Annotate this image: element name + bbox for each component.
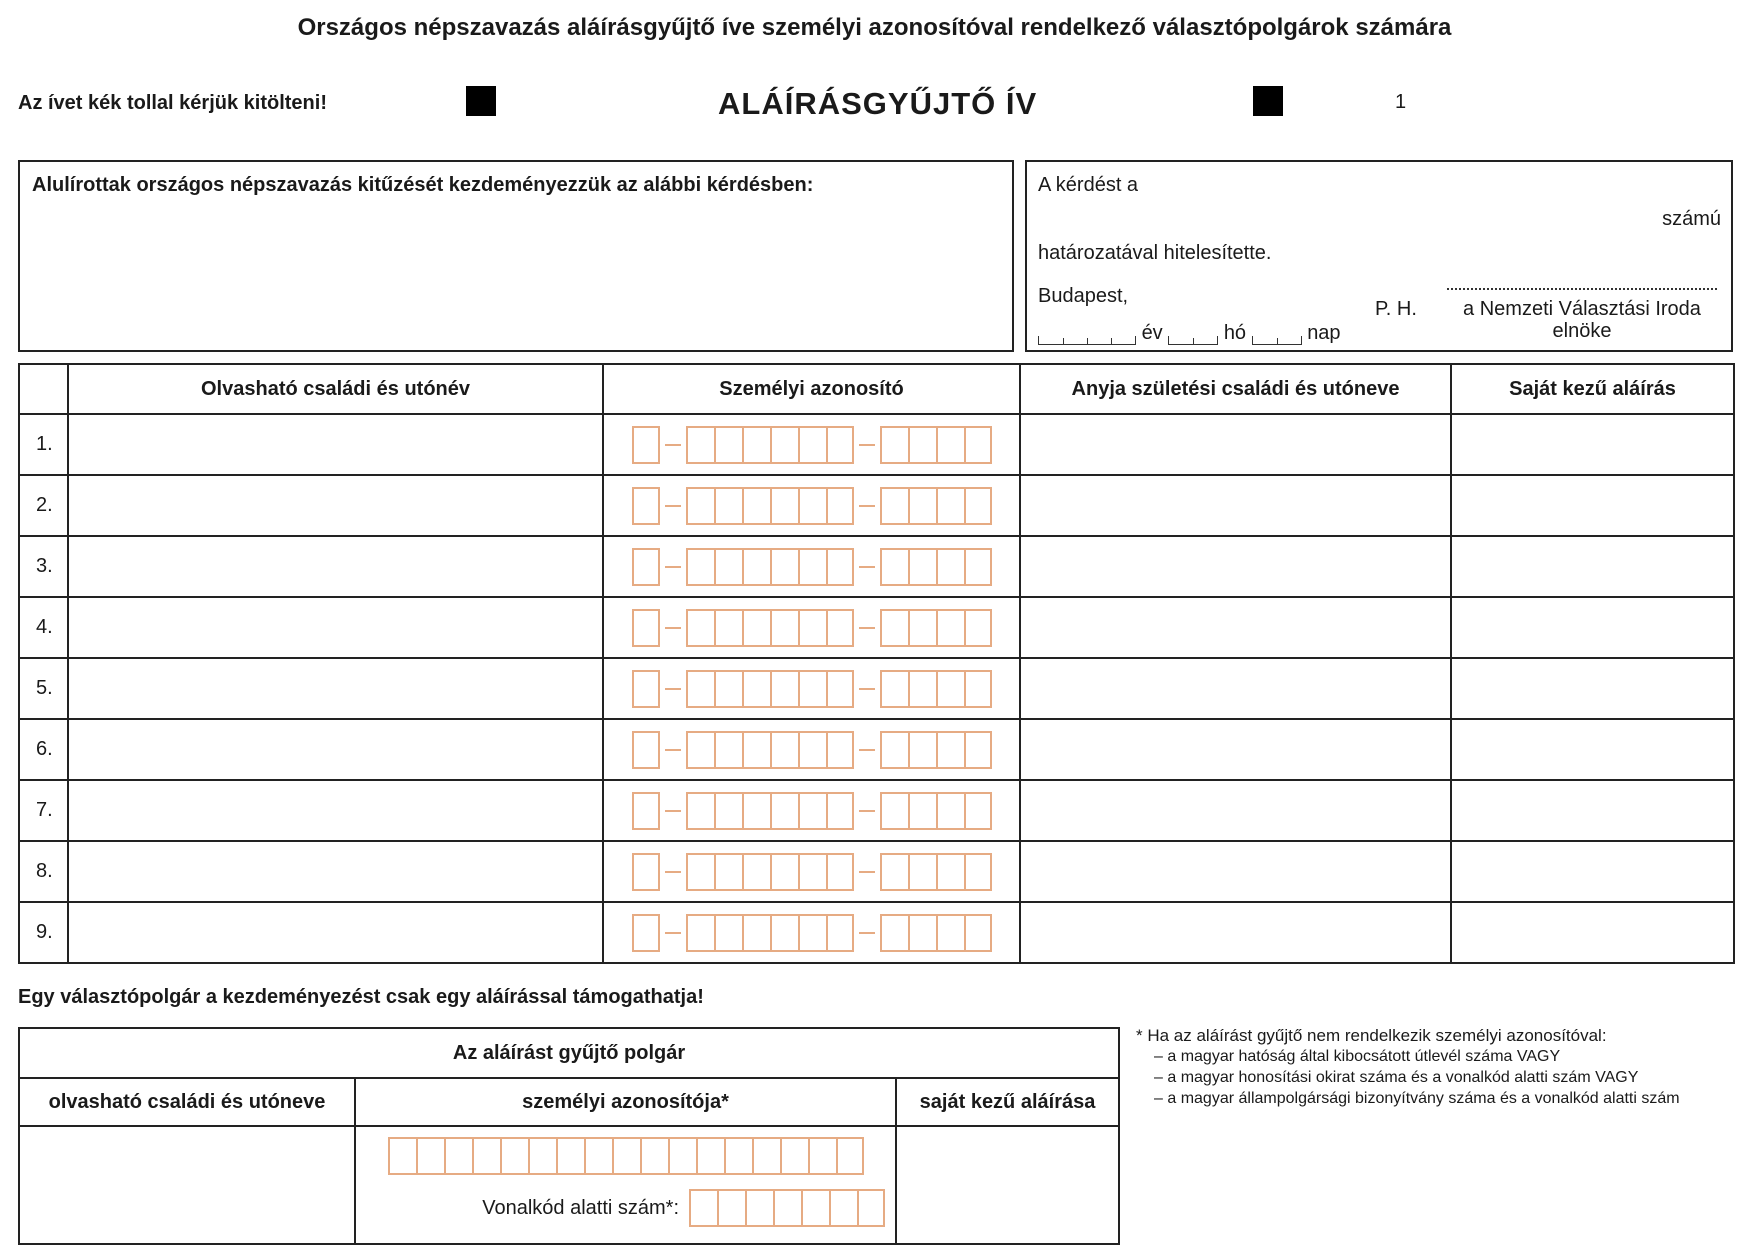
id-digit-box[interactable] <box>686 609 714 647</box>
row-number: 8. <box>19 841 68 902</box>
id-separator <box>859 505 875 507</box>
collector-id-digit-box[interactable] <box>612 1137 640 1175</box>
id-digit-box[interactable] <box>908 731 936 769</box>
id-group-2[interactable] <box>686 792 854 830</box>
collector-id-digit-box[interactable] <box>388 1137 416 1175</box>
id-digit-box[interactable] <box>714 731 742 769</box>
id-group-2[interactable] <box>686 548 854 586</box>
id-digit-box[interactable] <box>826 731 854 769</box>
signature-field[interactable] <box>1451 902 1734 963</box>
id-separator <box>665 627 681 629</box>
name-field[interactable] <box>68 597 603 658</box>
id-digit-box[interactable] <box>964 914 992 952</box>
signature-row <box>19 841 1734 902</box>
name-field[interactable] <box>68 719 603 780</box>
id-group-3[interactable] <box>880 487 992 525</box>
id-group-2[interactable] <box>686 487 854 525</box>
id-separator <box>665 505 681 507</box>
form-main-title: Országos népszavazás aláírásgyűjtő íve személyi azonosítóval rendelkező választópolgárok számára <box>297 14 1452 41</box>
id-digit-box[interactable] <box>714 487 742 525</box>
id-group-3[interactable] <box>880 426 992 464</box>
collector-column-header: személyi azonosítója* <box>355 1078 896 1126</box>
signature-field[interactable] <box>1451 658 1734 719</box>
id-digit-box[interactable] <box>908 426 936 464</box>
collector-id-cell <box>355 1126 896 1244</box>
id-digit-box[interactable] <box>770 731 798 769</box>
id-group-1[interactable] <box>632 426 660 464</box>
id-digit-box[interactable] <box>770 853 798 891</box>
id-digit-box[interactable] <box>770 487 798 525</box>
id-digit-box[interactable] <box>742 609 770 647</box>
id-digit-box[interactable] <box>686 853 714 891</box>
collector-id-digit-box[interactable] <box>444 1137 472 1175</box>
footnote-item: – a magyar honosítási okirat száma és a vonalkód alatti szám VAGY <box>1154 1069 1639 1086</box>
id-separator <box>665 871 681 873</box>
id-digit-box[interactable] <box>770 548 798 586</box>
id-group-3[interactable] <box>880 731 992 769</box>
id-separator <box>859 444 875 446</box>
id-separator <box>859 688 875 690</box>
row-number: 3. <box>19 536 68 597</box>
id-digit-box[interactable] <box>798 487 826 525</box>
id-digit-box[interactable] <box>964 853 992 891</box>
signature-row <box>19 902 1734 963</box>
barcode-digit-box[interactable] <box>745 1189 773 1227</box>
id-separator <box>859 749 875 751</box>
id-digit-box[interactable] <box>742 670 770 708</box>
id-digit-box[interactable] <box>908 792 936 830</box>
barcode-digit-box[interactable] <box>717 1189 745 1227</box>
collector-id-digit-box[interactable] <box>416 1137 444 1175</box>
id-digit-box[interactable] <box>936 426 964 464</box>
id-digit-box[interactable] <box>826 548 854 586</box>
id-digit-box[interactable] <box>632 731 660 769</box>
footnote-item: – a magyar állampolgársági bizonyítvány száma és a vonalkód alatti szám <box>1154 1090 1680 1107</box>
one-signature-note: Egy választópolgár a kezdeményezést csak egy aláírással támogathatja! <box>18 986 704 1008</box>
personal-id-field <box>603 658 1020 719</box>
personal-id-field <box>603 902 1020 963</box>
collector-id-digit-box[interactable] <box>808 1137 836 1175</box>
id-digit-box[interactable] <box>632 426 660 464</box>
id-group-3[interactable] <box>880 792 992 830</box>
id-digit-box[interactable] <box>632 548 660 586</box>
collector-id-digit-box[interactable] <box>836 1137 864 1175</box>
id-separator <box>665 749 681 751</box>
id-digit-box[interactable] <box>742 426 770 464</box>
auth-line-3: határozatával hitelesítette. <box>1038 242 1272 264</box>
id-digit-box[interactable] <box>880 853 908 891</box>
id-group-3[interactable] <box>880 548 992 586</box>
id-separator <box>859 871 875 873</box>
auth-date-line <box>1038 322 1341 345</box>
id-digit-box[interactable] <box>686 487 714 525</box>
day-boxes[interactable] <box>1252 336 1302 345</box>
id-digit-box[interactable] <box>742 914 770 952</box>
id-digit-box[interactable] <box>798 426 826 464</box>
month-label: hó <box>1223 322 1247 344</box>
id-digit-box[interactable] <box>686 548 714 586</box>
id-digit-box[interactable] <box>632 609 660 647</box>
id-digit-box[interactable] <box>880 609 908 647</box>
row-number: 6. <box>19 719 68 780</box>
signature-row <box>19 597 1734 658</box>
id-digit-box[interactable] <box>742 792 770 830</box>
id-digit-box[interactable] <box>742 487 770 525</box>
id-digit-box[interactable] <box>826 487 854 525</box>
signature-field[interactable] <box>1451 475 1734 536</box>
mother-name-field[interactable] <box>1020 902 1451 963</box>
id-digit-box[interactable] <box>714 548 742 586</box>
signature-field[interactable] <box>1451 841 1734 902</box>
collector-id-digit-box[interactable] <box>780 1137 808 1175</box>
question-intro-text: Alulírottak országos népszavazás kitűzését kezdeményezzük az alábbi kérdésben: <box>32 174 814 196</box>
id-separator <box>665 688 681 690</box>
id-digit-box[interactable] <box>798 670 826 708</box>
barcode-digit-box[interactable] <box>857 1189 885 1227</box>
collector-id-boxes[interactable] <box>388 1137 864 1175</box>
personal-id-field <box>603 475 1020 536</box>
personal-id-field <box>603 536 1020 597</box>
id-digit-box[interactable] <box>964 487 992 525</box>
stamp-placeholder: P. H. <box>1375 298 1417 320</box>
barcode-digit-box[interactable] <box>801 1189 829 1227</box>
id-digit-box[interactable] <box>742 548 770 586</box>
personal-id-field <box>603 719 1020 780</box>
id-group-2[interactable] <box>686 670 854 708</box>
id-digit-box[interactable] <box>770 914 798 952</box>
row-number: 9. <box>19 902 68 963</box>
signature-row <box>19 414 1734 475</box>
id-digit-box[interactable] <box>826 792 854 830</box>
collector-table <box>18 1027 1120 1245</box>
id-group-1[interactable] <box>632 670 660 708</box>
name-field[interactable] <box>68 475 603 536</box>
column-header: Saját kezű aláírás <box>1451 364 1734 414</box>
id-digit-box[interactable] <box>714 609 742 647</box>
sheet-title: ALÁÍRÁSGYŰJTŐ ÍV <box>718 86 1038 121</box>
id-group-3[interactable] <box>880 609 992 647</box>
id-digit-box[interactable] <box>714 792 742 830</box>
collector-id-digit-box[interactable] <box>472 1137 500 1175</box>
signature-field[interactable] <box>1451 414 1734 475</box>
signature-table <box>18 363 1735 964</box>
barcode-digit-box[interactable] <box>829 1189 857 1227</box>
column-header: Anyja születési családi és utóneve <box>1020 364 1451 414</box>
year-label: év <box>1141 322 1163 344</box>
id-digit-box[interactable] <box>908 853 936 891</box>
id-digit-box[interactable] <box>742 731 770 769</box>
mother-name-field[interactable] <box>1020 597 1451 658</box>
id-digit-box[interactable] <box>908 487 936 525</box>
mother-name-field[interactable] <box>1020 780 1451 841</box>
row-number: 1. <box>19 414 68 475</box>
id-digit-box[interactable] <box>964 548 992 586</box>
id-digit-box[interactable] <box>880 548 908 586</box>
name-field[interactable] <box>68 902 603 963</box>
auth-line-2: számú <box>1662 208 1721 230</box>
signature-row <box>19 780 1734 841</box>
pen-instruction: Az ívet kék tollal kérjük kitölteni! <box>18 92 327 114</box>
id-group-3[interactable] <box>880 853 992 891</box>
id-digit-box[interactable] <box>880 792 908 830</box>
id-digit-box[interactable] <box>936 548 964 586</box>
id-digit-box[interactable] <box>880 731 908 769</box>
row-number: 7. <box>19 780 68 841</box>
id-digit-box[interactable] <box>686 914 714 952</box>
collector-column-header: saját kezű aláírása <box>896 1078 1119 1126</box>
personal-id-field <box>603 597 1020 658</box>
id-group-1[interactable] <box>632 853 660 891</box>
collector-signature-cell[interactable] <box>896 1126 1119 1244</box>
signer-dotted-line <box>1447 288 1717 290</box>
id-group-2[interactable] <box>686 609 854 647</box>
row-number-header <box>19 364 68 414</box>
name-field[interactable] <box>68 414 603 475</box>
id-group-2[interactable] <box>686 426 854 464</box>
signer-title: a Nemzeti Választási Iroda <box>1463 298 1701 320</box>
auth-line-1: A kérdést a <box>1038 174 1139 196</box>
collector-id-digit-box[interactable] <box>528 1137 556 1175</box>
id-group-3[interactable] <box>880 914 992 952</box>
footnote-item: – a magyar hatóság által kibocsátott útlevél száma VAGY <box>1154 1048 1561 1065</box>
collector-id-digit-box[interactable] <box>668 1137 696 1175</box>
collector-id-digit-box[interactable] <box>584 1137 612 1175</box>
collector-column-header: olvasható családi és utóneve <box>19 1078 355 1126</box>
signer-title-2: elnöke <box>1552 320 1612 342</box>
id-group-3[interactable] <box>880 670 992 708</box>
collector-table-title: Az aláírást gyűjtő polgár <box>19 1028 1119 1078</box>
row-number: 2. <box>19 475 68 536</box>
id-digit-box[interactable] <box>964 731 992 769</box>
id-digit-box[interactable] <box>964 670 992 708</box>
id-separator <box>859 627 875 629</box>
id-digit-box[interactable] <box>880 426 908 464</box>
id-digit-box[interactable] <box>686 731 714 769</box>
signature-row <box>19 658 1734 719</box>
name-field[interactable] <box>68 658 603 719</box>
mother-name-field[interactable] <box>1020 414 1451 475</box>
id-digit-box[interactable] <box>770 609 798 647</box>
name-field[interactable] <box>68 841 603 902</box>
signature-field[interactable] <box>1451 536 1734 597</box>
id-digit-box[interactable] <box>770 670 798 708</box>
registration-marker-left <box>466 86 496 116</box>
id-digit-box[interactable] <box>798 609 826 647</box>
id-group-2[interactable] <box>686 853 854 891</box>
signature-row <box>19 475 1734 536</box>
registration-marker-right <box>1253 86 1283 116</box>
id-digit-box[interactable] <box>964 792 992 830</box>
auth-city: Budapest, <box>1038 285 1129 307</box>
id-digit-box[interactable] <box>880 670 908 708</box>
id-digit-box[interactable] <box>936 792 964 830</box>
collector-id-digit-box[interactable] <box>500 1137 528 1175</box>
id-digit-box[interactable] <box>798 731 826 769</box>
id-separator <box>665 444 681 446</box>
personal-id-field <box>603 780 1020 841</box>
mother-name-field[interactable] <box>1020 475 1451 536</box>
id-digit-box[interactable] <box>826 853 854 891</box>
id-digit-box[interactable] <box>686 670 714 708</box>
id-group-2[interactable] <box>686 731 854 769</box>
id-digit-box[interactable] <box>714 853 742 891</box>
day-label: nap <box>1307 322 1341 344</box>
signature-field[interactable] <box>1451 719 1734 780</box>
barcode-label: Vonalkód alatti szám*: <box>482 1196 679 1219</box>
mother-name-field[interactable] <box>1020 719 1451 780</box>
id-digit-box[interactable] <box>936 609 964 647</box>
id-digit-box[interactable] <box>770 426 798 464</box>
id-digit-box[interactable] <box>798 548 826 586</box>
footnote-title: * Ha az aláírást gyűjtő nem rendelkezik személyi azonosítóval: <box>1136 1026 1607 1045</box>
barcode-digit-box[interactable] <box>689 1189 717 1227</box>
id-digit-box[interactable] <box>798 914 826 952</box>
name-field[interactable] <box>68 780 603 841</box>
collector-id-digit-box[interactable] <box>556 1137 584 1175</box>
column-header: Személyi azonosító <box>603 364 1020 414</box>
collector-name-cell[interactable] <box>19 1126 355 1244</box>
signature-field[interactable] <box>1451 780 1734 841</box>
id-digit-box[interactable] <box>714 914 742 952</box>
personal-id-field <box>603 841 1020 902</box>
id-digit-box[interactable] <box>880 914 908 952</box>
id-group-1[interactable] <box>632 487 660 525</box>
row-number: 5. <box>19 658 68 719</box>
signature-field[interactable] <box>1451 597 1734 658</box>
question-box[interactable] <box>18 160 1014 352</box>
mother-name-field[interactable] <box>1020 841 1451 902</box>
footnote <box>1136 1025 1680 1109</box>
authentication-box <box>1025 160 1733 352</box>
id-digit-box[interactable] <box>632 792 660 830</box>
id-digit-box[interactable] <box>632 670 660 708</box>
id-digit-box[interactable] <box>964 426 992 464</box>
id-digit-box[interactable] <box>936 731 964 769</box>
id-digit-box[interactable] <box>686 426 714 464</box>
id-digit-box[interactable] <box>908 670 936 708</box>
mother-name-field[interactable] <box>1020 536 1451 597</box>
signature-row <box>19 536 1734 597</box>
personal-id-field <box>603 414 1020 475</box>
id-group-1[interactable] <box>632 548 660 586</box>
row-number: 4. <box>19 597 68 658</box>
signature-row <box>19 719 1734 780</box>
id-digit-box[interactable] <box>714 670 742 708</box>
id-digit-box[interactable] <box>632 853 660 891</box>
id-digit-box[interactable] <box>632 914 660 952</box>
collector-id-digit-box[interactable] <box>724 1137 752 1175</box>
id-group-1[interactable] <box>632 609 660 647</box>
id-separator <box>859 932 875 934</box>
collector-id-digit-box[interactable] <box>640 1137 668 1175</box>
signature-table-header <box>19 364 1734 414</box>
name-field[interactable] <box>68 536 603 597</box>
id-digit-box[interactable] <box>798 853 826 891</box>
id-digit-box[interactable] <box>714 426 742 464</box>
mother-name-field[interactable] <box>1020 658 1451 719</box>
id-digit-box[interactable] <box>908 548 936 586</box>
id-digit-box[interactable] <box>936 853 964 891</box>
id-digit-box[interactable] <box>826 426 854 464</box>
id-digit-box[interactable] <box>770 792 798 830</box>
id-digit-box[interactable] <box>826 609 854 647</box>
id-digit-box[interactable] <box>936 670 964 708</box>
id-digit-box[interactable] <box>880 487 908 525</box>
id-digit-box[interactable] <box>826 670 854 708</box>
barcode-boxes[interactable] <box>689 1189 885 1227</box>
id-separator <box>665 566 681 568</box>
id-digit-box[interactable] <box>908 609 936 647</box>
year-boxes[interactable] <box>1038 336 1136 345</box>
id-digit-box[interactable] <box>964 609 992 647</box>
id-separator <box>859 566 875 568</box>
id-digit-box[interactable] <box>936 914 964 952</box>
collector-id-digit-box[interactable] <box>752 1137 780 1175</box>
id-digit-box[interactable] <box>798 792 826 830</box>
id-digit-box[interactable] <box>826 914 854 952</box>
id-digit-box[interactable] <box>632 487 660 525</box>
id-separator <box>665 810 681 812</box>
month-boxes[interactable] <box>1168 336 1218 345</box>
id-group-1[interactable] <box>632 792 660 830</box>
collector-id-digit-box[interactable] <box>696 1137 724 1175</box>
id-separator <box>859 810 875 812</box>
id-group-1[interactable] <box>632 914 660 952</box>
sheet-number: 1 <box>1395 91 1407 113</box>
column-header: Olvasható családi és utónév <box>68 364 603 414</box>
id-digit-box[interactable] <box>936 487 964 525</box>
id-group-2[interactable] <box>686 914 854 952</box>
id-digit-box[interactable] <box>908 914 936 952</box>
id-group-1[interactable] <box>632 731 660 769</box>
id-digit-box[interactable] <box>742 853 770 891</box>
id-digit-box[interactable] <box>686 792 714 830</box>
id-separator <box>665 932 681 934</box>
barcode-digit-box[interactable] <box>773 1189 801 1227</box>
